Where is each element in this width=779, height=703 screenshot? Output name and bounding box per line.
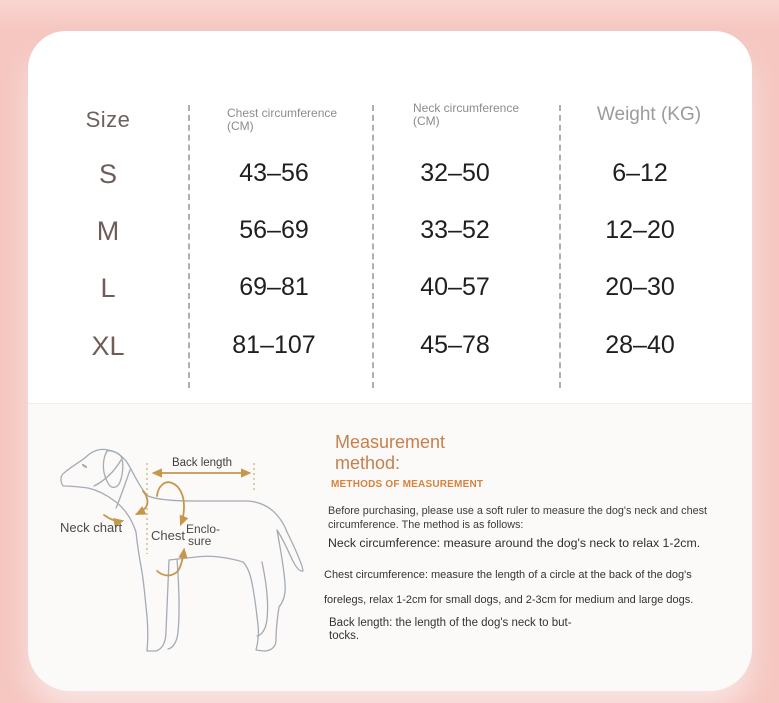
size-chart-card: [28, 31, 752, 690]
neck-chart-label: Neck chart: [60, 520, 123, 535]
table-row: [28, 216, 752, 252]
weight-value: 6–12: [612, 159, 668, 187]
measurement-method-title-line2: method:: [335, 453, 401, 473]
chest-value: 56–69: [239, 216, 309, 244]
column-header-weight: Weight (KG): [596, 104, 702, 125]
neck-value: 40–57: [420, 273, 490, 301]
enclosure-label-line1: Enclo-: [186, 522, 221, 536]
neck-value: 32–50: [420, 159, 490, 187]
weight-value: 28–40: [605, 331, 675, 359]
measurement-method-title: [335, 432, 445, 474]
dog-eye: [83, 465, 86, 467]
chest-circumference-instruction-line1: Chest circumference: measure the length of a circle at the back of the dog's: [324, 569, 692, 581]
back-length-instruction-line2: tocks.: [329, 630, 360, 642]
table-row: [28, 273, 752, 309]
neck-loop-arrow-upper: [137, 491, 148, 514]
back-length-instruction-line1: Back length: the length of the dog's neck to but-: [329, 617, 572, 629]
chest-value: 43–56: [239, 159, 309, 187]
size-label: S: [98, 159, 117, 189]
dog-measurement-diagram: [50, 436, 332, 688]
size-label: M: [96, 216, 120, 246]
measurement-method-subtitle: METHODS OF MEASUREMENT: [331, 479, 484, 490]
dog-ear: [103, 451, 122, 488]
weight-value: 20–30: [605, 273, 675, 301]
column-header-neck-line2: (CM): [413, 114, 440, 128]
column-header-chest: [227, 107, 337, 133]
chest-label: Chest: [151, 528, 185, 543]
enclosure-label-line2: sure: [188, 534, 212, 548]
column-header-chest-line2: (CM): [227, 119, 254, 133]
chest-loop-arrow-lower: [157, 550, 184, 576]
size-label: L: [100, 273, 116, 303]
back-length-instruction: [329, 617, 659, 643]
column-header-chest-line1: Chest circumference: [227, 106, 338, 120]
chest-loop-arrow-upper: [157, 482, 184, 524]
neck-circumference-instruction: Neck circumference: measure around the dog's neck to relax 1-2cm.: [328, 536, 701, 550]
method-intro-line2: circumference. The method is as follows:: [328, 518, 524, 531]
method-intro-paragraph: [328, 505, 732, 532]
method-intro-line1: Before purchasing, please use a soft ruler to measure the dog's neck and chest: [328, 505, 707, 517]
chest-circumference-instruction-line2: forelegs, relax 1-2cm for small dogs, and 2-3cm for medium and large dogs.: [324, 594, 694, 606]
dog-neck-line: [116, 470, 130, 508]
table-row: [28, 159, 752, 195]
weight-value: 12–20: [605, 216, 675, 244]
neck-value: 45–78: [420, 331, 490, 359]
chest-value: 69–81: [239, 273, 309, 301]
measurement-method-title-line1: Measurement: [335, 432, 446, 452]
column-header-neck: [413, 102, 519, 128]
column-header-size: Size: [85, 107, 131, 132]
back-length-label: Back length: [171, 457, 233, 469]
size-label: XL: [91, 331, 125, 361]
neck-value: 33–52: [420, 216, 490, 244]
table-row: [28, 331, 752, 367]
chest-value: 81–107: [232, 331, 316, 359]
column-header-neck-line1: Neck circumference: [413, 101, 520, 115]
measurement-method-section: [28, 403, 752, 691]
